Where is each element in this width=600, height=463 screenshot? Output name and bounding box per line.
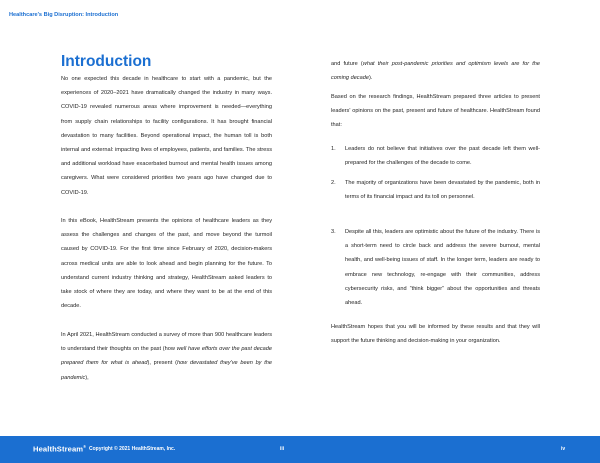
footer-bar [0,436,600,463]
text-run: and future ( [331,61,363,67]
continued-paragraph [331,57,540,85]
list-number: 3. [331,229,336,235]
emphasis-text: well have efforts over the past decade prepared them for what is ahead [61,346,272,367]
text-run: ), [85,374,89,381]
emphasis-text: how devastated they've been by the pandemic [61,360,272,381]
findings-intro-paragraph: Based on the research findings, HealthStream prepared three articles to present leaders' opinions on the past, present and future of healthcare. HealthStream found that: [331,94,540,129]
page-number-left: iii [280,446,285,452]
brand-logo [33,444,86,454]
list-item [331,142,540,170]
list-item-text: Leaders do not believe that initiatives over the past decade left them well-prepared for the challenges of the decade to come. [345,146,540,167]
closing-paragraph: HealthStream hopes that you will be informed by these results and that they will support the future thinking and decision-making in your organization. [331,324,540,345]
text-run: In April 2021, HealthStream conducted a survey of more than 900 healthcare leaders to understand their thoughts on the past (how [61,332,272,353]
list-item-text: Despite all this, leaders are optimistic about the future of the industry. There is a short-term need to circle back and address the severe burnout, mental health, and well-being issues of staff. In the longer term, leaders are ready to embrace new technology, re-engage with their communities, address cybersecurity risks, and “think bigger” about the opportunities and threats ahead. [345,229,540,307]
intro-paragraph-3 [61,328,272,385]
page-title: Introduction [61,53,152,70]
list-item-text: The majority of organizations have been devastated by the pandemic, both in terms of its financial impact and its toll on personnel. [345,180,540,201]
running-title: Healthcare's Big Disruption: Introduction [9,12,119,18]
list-item [331,225,540,310]
intro-paragraph-2: In this eBook, HealthStream presents the opinions of healthcare leaders as they assess the challenges and changes of the past, and move beyond the turmoil caused by COVID-19. For the first time since February of 2020, decision-makers across medical units are able to look ahead and begin planning for the future. To understand current industry thinking and strategy, HealthStream asked leaders to take stock of where they are today, and where they want to be at the end of this decade. [61,218,272,310]
intro-paragraph-1: No one expected this decade in healthcare to start with a pandemic, but the experiences of 2020–2021 have dramatically changed the industry in many ways. COVID-19 revealed numerous areas where improvement is needed—everything from supply chain relationships to facility configurations. It has brought financial devastation to many facilities. Beyond operational impact, the human toll is both internal and external: impacting lives of employees, patients, and families. The stress and additional workload have exacerbated burnout and mental health issues among caregivers. What were considered priorities two years ago have changed due to COVID-19. [61,76,272,196]
list-item [331,176,540,204]
copyright-text: Copyright © 2021 HealthStream, Inc. [89,446,176,452]
list-number: 1. [331,146,336,152]
brand-name: HealthStream [33,444,84,454]
emphasis-text: what their post-pandemic priorities and optimism levels are for the coming decade [331,61,541,82]
text-run: ), present ( [147,360,177,367]
text-run: ). [368,75,373,82]
list-number: 2. [331,180,336,186]
registered-mark: ® [83,444,87,449]
page-number-right: iv [561,446,566,452]
